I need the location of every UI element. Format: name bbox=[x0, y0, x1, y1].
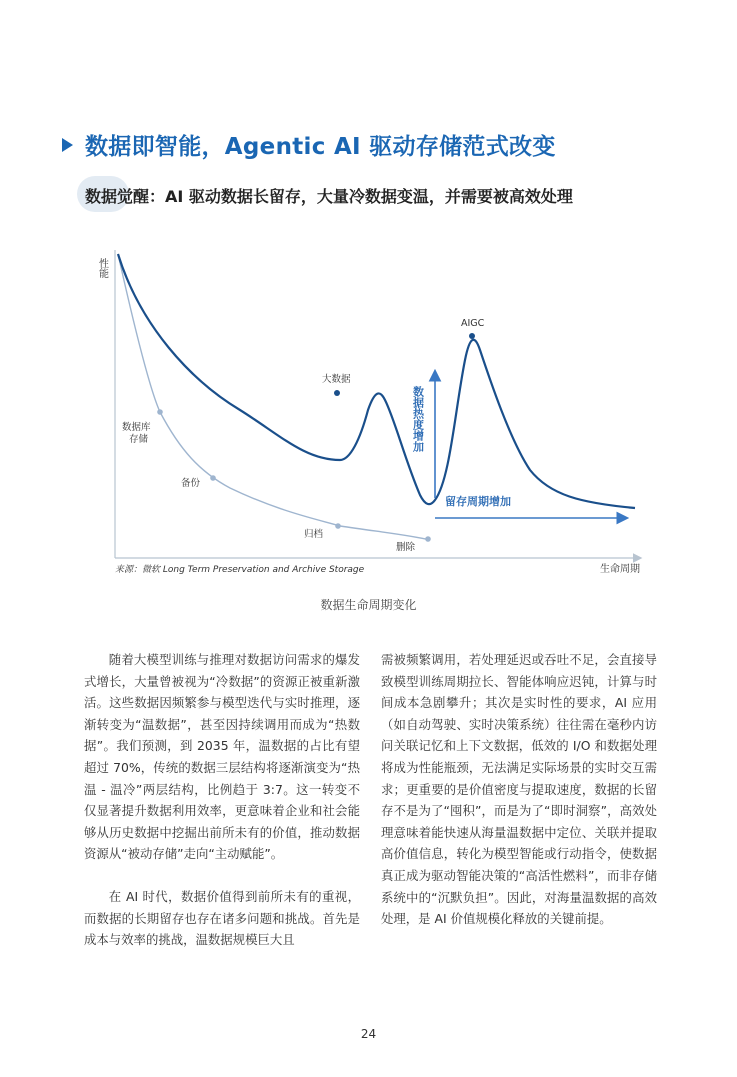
database-storage-label-line1: 数据库 bbox=[122, 422, 151, 433]
y-axis-label: 性能 bbox=[96, 258, 108, 278]
delete-label: 删除 bbox=[396, 542, 416, 553]
backup-point bbox=[210, 475, 216, 481]
subheading bbox=[77, 176, 677, 212]
paragraph: 在 AI 时代，数据价值得到前所未有的重视，而数据的长期留存也存在诸多问题和挑战。首先是成本与效率的挑战，温数据规模巨大且 bbox=[84, 888, 360, 948]
heat-increase-label: 数据热度增加 bbox=[411, 386, 425, 452]
big-data-label: 大数据 bbox=[322, 374, 351, 385]
lifecycle-chart bbox=[80, 240, 660, 580]
archive-label: 归档 bbox=[304, 529, 324, 540]
triangle-bullet-icon bbox=[62, 138, 73, 152]
archive-point bbox=[335, 523, 341, 529]
big-data-peak-point bbox=[334, 390, 340, 396]
main-performance-curve bbox=[118, 254, 635, 508]
aigc-peak-point bbox=[469, 333, 475, 339]
body-column-right bbox=[381, 649, 657, 930]
database-storage-label bbox=[122, 421, 154, 445]
subheading-text: 数据觉醒：AI 驱动数据长留存，大量冷数据变温，并需要被高效处理 bbox=[85, 187, 573, 206]
section-heading bbox=[62, 128, 702, 161]
retention-increase-label: 留存周期增加 bbox=[445, 495, 511, 508]
paragraph: 需被频繁调用，若处理延迟或吞吐不足，会直接导致模型训练周期拉长、智能体响应迟钝，计算与时间成本急剧攀升；其次是实时性的要求，AI 应用（如自动驾驶、实时决策系统）往往需在毫秒内访问关联记忆和上下文数据，低效的 I/O 和数据处理将成为性能瓶颈，无法满足实际场景的实时交互需求；更重要的是价值密度与提取速度，数据的长留存不是为了“囤积”，而是为了“即时洞察”，高效处理意味着能快速从海量温数据中定位、关联并提取高价值信息，转化为模型智能或行动指令，使数据真正成为驱动智能决策的“高活性燃料”，而非存储系统中的“沉默负担”。因此，对海量温数据的高效处理，是 AI 价值规模化释放的关键前提。 bbox=[381, 652, 657, 927]
delete-point bbox=[425, 536, 431, 542]
backup-label: 备份 bbox=[181, 478, 201, 489]
database-storage-label-line2: 存储 bbox=[129, 434, 149, 445]
body-column-left bbox=[84, 649, 360, 951]
paragraph: 随着大模型训练与推理对数据访问需求的爆发式增长，大量曾被视为“冷数据”的资源正被重新激活。这些数据因频繁参与模型迭代与实时推理，逐渐转变为“温数据”，甚至因持续调用而成为“热数据”。我们预测，到 2035 年，温数据的占比有望超过 70%，传统的数据三层结构将逐渐演变为“热温 - 温冷”两层结构，比例趋于 3:7。这一转变不仅显著提升数据利用效率，更意味着企业和社会能够从历史数据中挖掘出前所未有的价值，推动数据资源从“被动存储”走向“主动赋能”。 bbox=[84, 652, 360, 862]
aigc-label: AIGC bbox=[461, 318, 485, 329]
chart-source: 来源：微软 Long Term Preservation and Archive Storage bbox=[115, 565, 365, 575]
database-storage-point bbox=[157, 409, 163, 415]
figure-caption: 数据生命周期变化 bbox=[320, 598, 417, 612]
section-title: 数据即智能，Agentic AI 驱动存储范式改变 bbox=[85, 134, 556, 160]
page-number: 24 bbox=[360, 1027, 377, 1041]
x-axis-label: 生命周期 bbox=[600, 564, 640, 575]
